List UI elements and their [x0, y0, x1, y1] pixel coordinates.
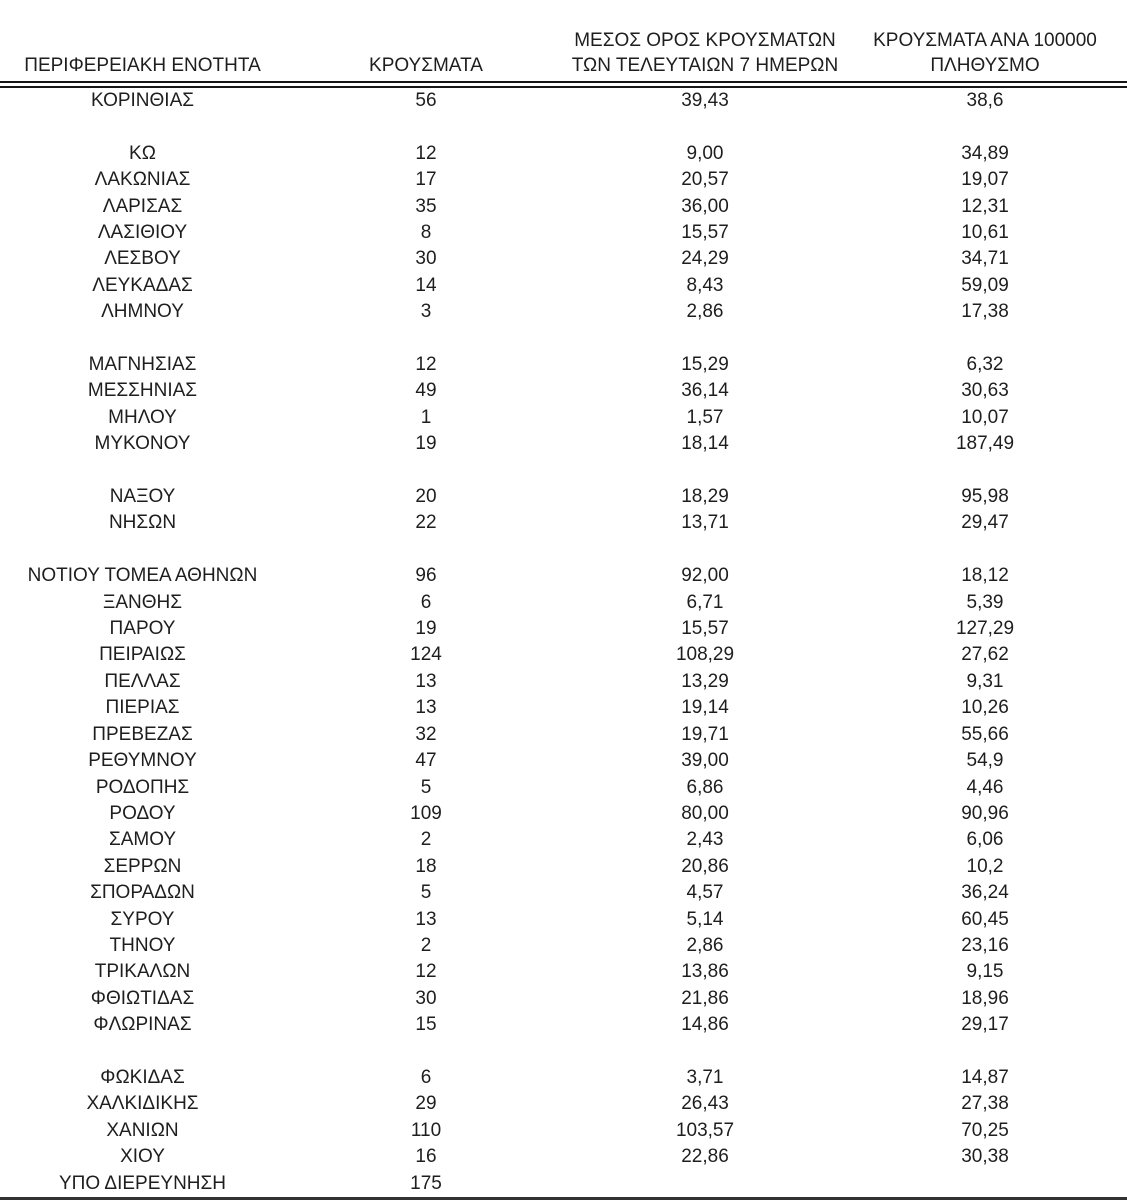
- cell-region: ΛΕΥΚΑΔΑΣ: [92, 274, 193, 296]
- cell-region: ΧΙΟΥ: [120, 1146, 165, 1168]
- table-row: [0, 880, 1127, 906]
- cell-cases: 124: [410, 644, 442, 666]
- cell-cases: 1: [420, 406, 432, 428]
- cell-region: ΦΩΚΙΔΑΣ: [100, 1066, 185, 1088]
- cell-avg7: 26,43: [681, 1093, 729, 1115]
- cell-avg7: 39,00: [681, 750, 729, 772]
- cell-per100k: 29,17: [961, 1014, 1009, 1036]
- header-cases: [285, 2, 567, 85]
- cell-cases: 17: [415, 169, 437, 191]
- cell-cases: 12: [415, 142, 437, 164]
- cell-avg7: 24,29: [681, 248, 729, 270]
- cell-avg7: 2,43: [686, 829, 724, 851]
- cell-region: [0, 114, 285, 140]
- blank-row: [0, 326, 1127, 352]
- regional-cases-table: [0, 2, 1127, 1200]
- cell-per100k: 127,29: [955, 618, 1015, 640]
- table-row: [0, 616, 1127, 642]
- table-row: [0, 246, 1127, 272]
- cell-cases: 6: [420, 591, 432, 613]
- cell-avg7: 9,00: [686, 142, 724, 164]
- cell-per100k: 60,45: [961, 908, 1009, 930]
- table-row: [0, 933, 1127, 959]
- table-row: [0, 695, 1127, 721]
- cell-region: [0, 537, 285, 563]
- blank-row: [0, 114, 1127, 140]
- cell-per100k: [843, 1039, 1127, 1065]
- cell-per100k: 10,07: [961, 406, 1009, 428]
- cell-cases: [285, 537, 567, 563]
- table-row: [0, 220, 1127, 246]
- cell-per100k: 18,12: [961, 565, 1009, 587]
- cell-region: ΣΑΜΟΥ: [108, 829, 177, 851]
- cell-cases: 22: [415, 512, 437, 534]
- cell-region: ΣΠΟΡΑΔΩΝ: [90, 882, 195, 904]
- cell-per100k: [843, 458, 1127, 484]
- cell-avg7: 15,57: [681, 618, 729, 640]
- cell-avg7: 108,29: [675, 644, 735, 666]
- cell-avg7: [567, 114, 843, 140]
- cell-region: ΧΑΛΚΙΔΙΚΗΣ: [86, 1093, 199, 1115]
- cell-cases: [285, 114, 567, 140]
- table-row: [0, 1118, 1127, 1144]
- header-cases-label: ΚΡΟΥΣΜΑΤΑ: [369, 55, 483, 76]
- cell-per100k: 12,31: [961, 195, 1009, 217]
- cell-per100k: 30,63: [961, 380, 1009, 402]
- cell-cases: 5: [420, 776, 432, 798]
- cell-region: ΛΑΡΙΣΑΣ: [102, 195, 183, 217]
- cell-region: ΣΕΡΡΩΝ: [103, 855, 182, 877]
- cell-per100k: 34,71: [961, 248, 1009, 270]
- cell-avg7: 8,43: [686, 274, 724, 296]
- cell-avg7: 36,14: [681, 380, 729, 402]
- table-row: [0, 167, 1127, 193]
- cell-per100k: 5,39: [966, 591, 1004, 613]
- cell-per100k: 187,49: [955, 433, 1015, 455]
- cell-region: ΚΩ: [129, 142, 156, 164]
- cell-region: ΡΟΔΟΠΗΣ: [95, 776, 190, 798]
- cell-per100k: 18,96: [961, 987, 1009, 1009]
- cell-avg7: 18,29: [681, 486, 729, 508]
- cell-cases: 29: [415, 1093, 437, 1115]
- cell-avg7: [567, 458, 843, 484]
- cell-avg7: 14,86: [681, 1014, 729, 1036]
- table-row: [0, 484, 1127, 510]
- cell-avg7: 92,00: [681, 565, 729, 587]
- cell-cases: 18: [415, 855, 437, 877]
- header-7day-average: [567, 2, 843, 85]
- cell-per100k: [843, 1171, 1127, 1199]
- cell-cases: 12: [415, 961, 437, 983]
- cell-region: ΧΑΝΙΩΝ: [106, 1119, 179, 1141]
- cell-cases: 110: [410, 1119, 442, 1141]
- cell-region: ΠΕΛΛΑΣ: [104, 670, 181, 692]
- cell-per100k: 29,47: [961, 512, 1009, 534]
- cell-per100k: 36,24: [961, 882, 1009, 904]
- table-row: [0, 85, 1127, 115]
- table-row: [0, 431, 1127, 457]
- cell-cases: 3: [420, 301, 432, 323]
- table-row: [0, 854, 1127, 880]
- cell-per100k: 34,89: [961, 142, 1009, 164]
- table-row: [0, 510, 1127, 536]
- cell-region: ΠΕΙΡΑΙΩΣ: [99, 644, 186, 666]
- blank-row: [0, 1039, 1127, 1065]
- cell-cases: 35: [415, 195, 437, 217]
- table-row: [0, 299, 1127, 325]
- cell-per100k: 27,38: [961, 1093, 1009, 1115]
- cell-avg7: 103,57: [675, 1119, 735, 1141]
- cell-avg7: 22,86: [681, 1146, 729, 1168]
- cell-region: ΜΕΣΣΗΝΙΑΣ: [87, 380, 198, 402]
- cell-region: [0, 458, 285, 484]
- cell-cases: 2: [420, 934, 432, 956]
- table-row: [0, 642, 1127, 668]
- table-row: [0, 590, 1127, 616]
- cell-region: ΡΕΘΥΜΝΟΥ: [88, 750, 197, 772]
- table-row: [0, 986, 1127, 1012]
- cell-cases: 20: [415, 486, 437, 508]
- cell-region: ΛΕΣΒΟΥ: [104, 248, 181, 270]
- header-7day-average-line2: ΤΩΝ ΤΕΛΕΥΤΑΙΩΝ 7 ΗΜΕΡΩΝ: [571, 55, 839, 76]
- cell-region: ΝΗΣΩΝ: [108, 512, 177, 534]
- cell-avg7: 15,29: [681, 354, 729, 376]
- cell-avg7: 39,43: [681, 90, 729, 111]
- cell-cases: 30: [415, 987, 437, 1009]
- cell-avg7: [567, 537, 843, 563]
- cell-cases: 19: [415, 433, 437, 455]
- cell-cases: 13: [415, 670, 437, 692]
- cell-avg7: 18,14: [681, 433, 729, 455]
- cell-per100k: 9,15: [966, 961, 1004, 983]
- cell-per100k: 4,46: [966, 776, 1004, 798]
- blank-row: [0, 458, 1127, 484]
- cell-region: ΥΠΟ ΔΙΕΡΕΥΝΗΣΗ: [59, 1172, 226, 1194]
- header-region-label: ΠΕΡΙΦΕΡΕΙΑΚΗ ΕΝΟΤΗΤΑ: [24, 55, 261, 76]
- cell-region: ΡΟΔΟΥ: [109, 802, 176, 824]
- cell-cases: 56: [415, 90, 437, 111]
- cell-avg7: 3,71: [686, 1066, 724, 1088]
- table-row: [0, 827, 1127, 853]
- cell-per100k: 59,09: [961, 274, 1009, 296]
- cell-cases: 32: [415, 723, 437, 745]
- cell-per100k: 6,32: [966, 354, 1004, 376]
- cell-avg7: 1,57: [686, 406, 724, 428]
- table-row: [0, 801, 1127, 827]
- cell-avg7: 19,71: [681, 723, 729, 745]
- header-cases-per-100k-line2: ΠΛΗΘΥΣΜΟ: [930, 55, 1040, 76]
- cell-region: ΤΗΝΟΥ: [109, 934, 176, 956]
- cell-avg7: 21,86: [681, 987, 729, 1009]
- cell-cases: 2: [420, 829, 432, 851]
- table-row: [0, 405, 1127, 431]
- cell-region: ΞΑΝΘΗΣ: [103, 591, 182, 613]
- cell-avg7: [567, 326, 843, 352]
- cell-per100k: 17,38: [961, 301, 1009, 323]
- cell-region: ΝΟΤΙΟΥ ΤΟΜΕΑ ΑΘΗΝΩΝ: [27, 565, 258, 587]
- cell-cases: 13: [415, 908, 437, 930]
- cell-avg7: 4,57: [686, 882, 724, 904]
- cell-per100k: 54,9: [966, 750, 1004, 772]
- cell-avg7: 13,29: [681, 670, 729, 692]
- cell-per100k: 9,31: [966, 670, 1004, 692]
- table-row: [0, 563, 1127, 589]
- cell-avg7: 19,14: [681, 697, 729, 719]
- cell-avg7: 80,00: [681, 802, 729, 824]
- cell-per100k: 10,61: [961, 222, 1009, 244]
- header-region: [0, 2, 285, 85]
- cell-cases: 19: [415, 618, 437, 640]
- header-7day-average-line1: ΜΕΣΟΣ ΟΡΟΣ ΚΡΟΥΣΜΑΤΩΝ: [574, 30, 836, 51]
- table-body: [0, 85, 1127, 1199]
- cell-cases: 13: [415, 697, 437, 719]
- cell-per100k: 90,96: [961, 802, 1009, 824]
- cell-region: ΛΑΚΩΝΙΑΣ: [94, 169, 191, 191]
- cell-avg7: 20,57: [681, 169, 729, 191]
- cell-per100k: 6,06: [966, 829, 1004, 851]
- table-row: [0, 141, 1127, 167]
- cell-region: [0, 326, 285, 352]
- table-row: [0, 1012, 1127, 1038]
- cell-per100k: [843, 114, 1127, 140]
- cell-region: ΛΑΣΙΘΙΟΥ: [97, 222, 188, 244]
- table-row: [0, 194, 1127, 220]
- cell-cases: 8: [420, 222, 432, 244]
- cell-per100k: 14,87: [961, 1066, 1009, 1088]
- table-row: [0, 1144, 1127, 1170]
- cell-per100k: [843, 326, 1127, 352]
- table-row: [0, 352, 1127, 378]
- cell-avg7: 13,71: [681, 512, 729, 534]
- cell-region: ΣΥΡΟΥ: [110, 908, 175, 930]
- table-row: [0, 378, 1127, 404]
- table-row: [0, 775, 1127, 801]
- cell-region: ΤΡΙΚΑΛΩΝ: [94, 961, 191, 983]
- cell-cases: 47: [415, 750, 437, 772]
- cell-region: ΛΗΜΝΟΥ: [101, 301, 184, 323]
- header-row: [0, 2, 1127, 85]
- cell-region: [0, 1039, 285, 1065]
- cell-region: ΚΟΡΙΝΘΙΑΣ: [90, 90, 194, 111]
- cell-region: ΠΡΕΒΕΖΑΣ: [92, 723, 193, 745]
- table-row: [0, 748, 1127, 774]
- cell-per100k: [843, 537, 1127, 563]
- cell-region: ΜΗΛΟΥ: [108, 406, 177, 428]
- cell-avg7: 15,57: [681, 222, 729, 244]
- cell-cases: 30: [415, 248, 437, 270]
- table-row: [0, 273, 1127, 299]
- cell-per100k: 55,66: [961, 723, 1009, 745]
- cell-avg7: 13,86: [681, 961, 729, 983]
- cell-avg7: 2,86: [686, 301, 724, 323]
- cell-cases: [285, 1039, 567, 1065]
- cell-region: ΜΑΓΝΗΣΙΑΣ: [88, 354, 197, 376]
- cell-avg7: 6,71: [686, 591, 724, 613]
- cell-cases: [285, 458, 567, 484]
- cell-cases: 14: [415, 274, 437, 296]
- header-cases-per-100k: [843, 2, 1127, 85]
- cell-cases: 96: [415, 565, 437, 587]
- cell-per100k: 10,2: [966, 855, 1004, 877]
- cell-per100k: 23,16: [961, 934, 1009, 956]
- cell-avg7: 5,14: [686, 908, 724, 930]
- cell-cases: [285, 326, 567, 352]
- table-row: [0, 722, 1127, 748]
- cell-region: ΝΑΞΟΥ: [109, 486, 176, 508]
- cell-cases: 49: [415, 380, 437, 402]
- cell-region: ΦΛΩΡΙΝΑΣ: [93, 1014, 192, 1036]
- cell-region: ΠΙΕΡΙΑΣ: [105, 697, 180, 719]
- table-row: [0, 1171, 1127, 1199]
- cell-region: ΜΥΚΟΝΟΥ: [94, 433, 191, 455]
- cell-per100k: 30,38: [961, 1146, 1009, 1168]
- cell-avg7: 36,00: [681, 195, 729, 217]
- table-header: [0, 2, 1127, 85]
- cell-cases: 16: [415, 1146, 437, 1168]
- cell-per100k: 19,07: [961, 169, 1009, 191]
- cell-avg7: [567, 1039, 843, 1065]
- table-row: [0, 959, 1127, 985]
- table-row: [0, 1091, 1127, 1117]
- cell-cases: 175: [410, 1172, 442, 1194]
- cell-region: ΠΑΡΟΥ: [109, 618, 176, 640]
- cell-avg7: 20,86: [681, 855, 729, 877]
- cell-cases: 109: [410, 802, 442, 824]
- cell-cases: 15: [415, 1014, 437, 1036]
- cell-per100k: 27,62: [961, 644, 1009, 666]
- cell-avg7: 2,86: [686, 934, 724, 956]
- table-row: [0, 669, 1127, 695]
- cell-per100k: 95,98: [961, 486, 1009, 508]
- table-row: [0, 907, 1127, 933]
- cell-per100k: 38,6: [966, 90, 1004, 111]
- cell-cases: 5: [420, 882, 432, 904]
- blank-row: [0, 537, 1127, 563]
- cell-cases: 6: [420, 1066, 432, 1088]
- cell-cases: 12: [415, 354, 437, 376]
- cell-region: ΦΘΙΩΤΙΔΑΣ: [90, 987, 195, 1009]
- cell-avg7: [567, 1171, 843, 1199]
- table-row: [0, 1065, 1127, 1091]
- header-cases-per-100k-line1: ΚΡΟΥΣΜΑΤΑ ΑΝΑ 100000: [873, 30, 1097, 51]
- cell-avg7: 6,86: [686, 776, 724, 798]
- cell-per100k: 10,26: [961, 697, 1009, 719]
- cell-per100k: 70,25: [961, 1119, 1009, 1141]
